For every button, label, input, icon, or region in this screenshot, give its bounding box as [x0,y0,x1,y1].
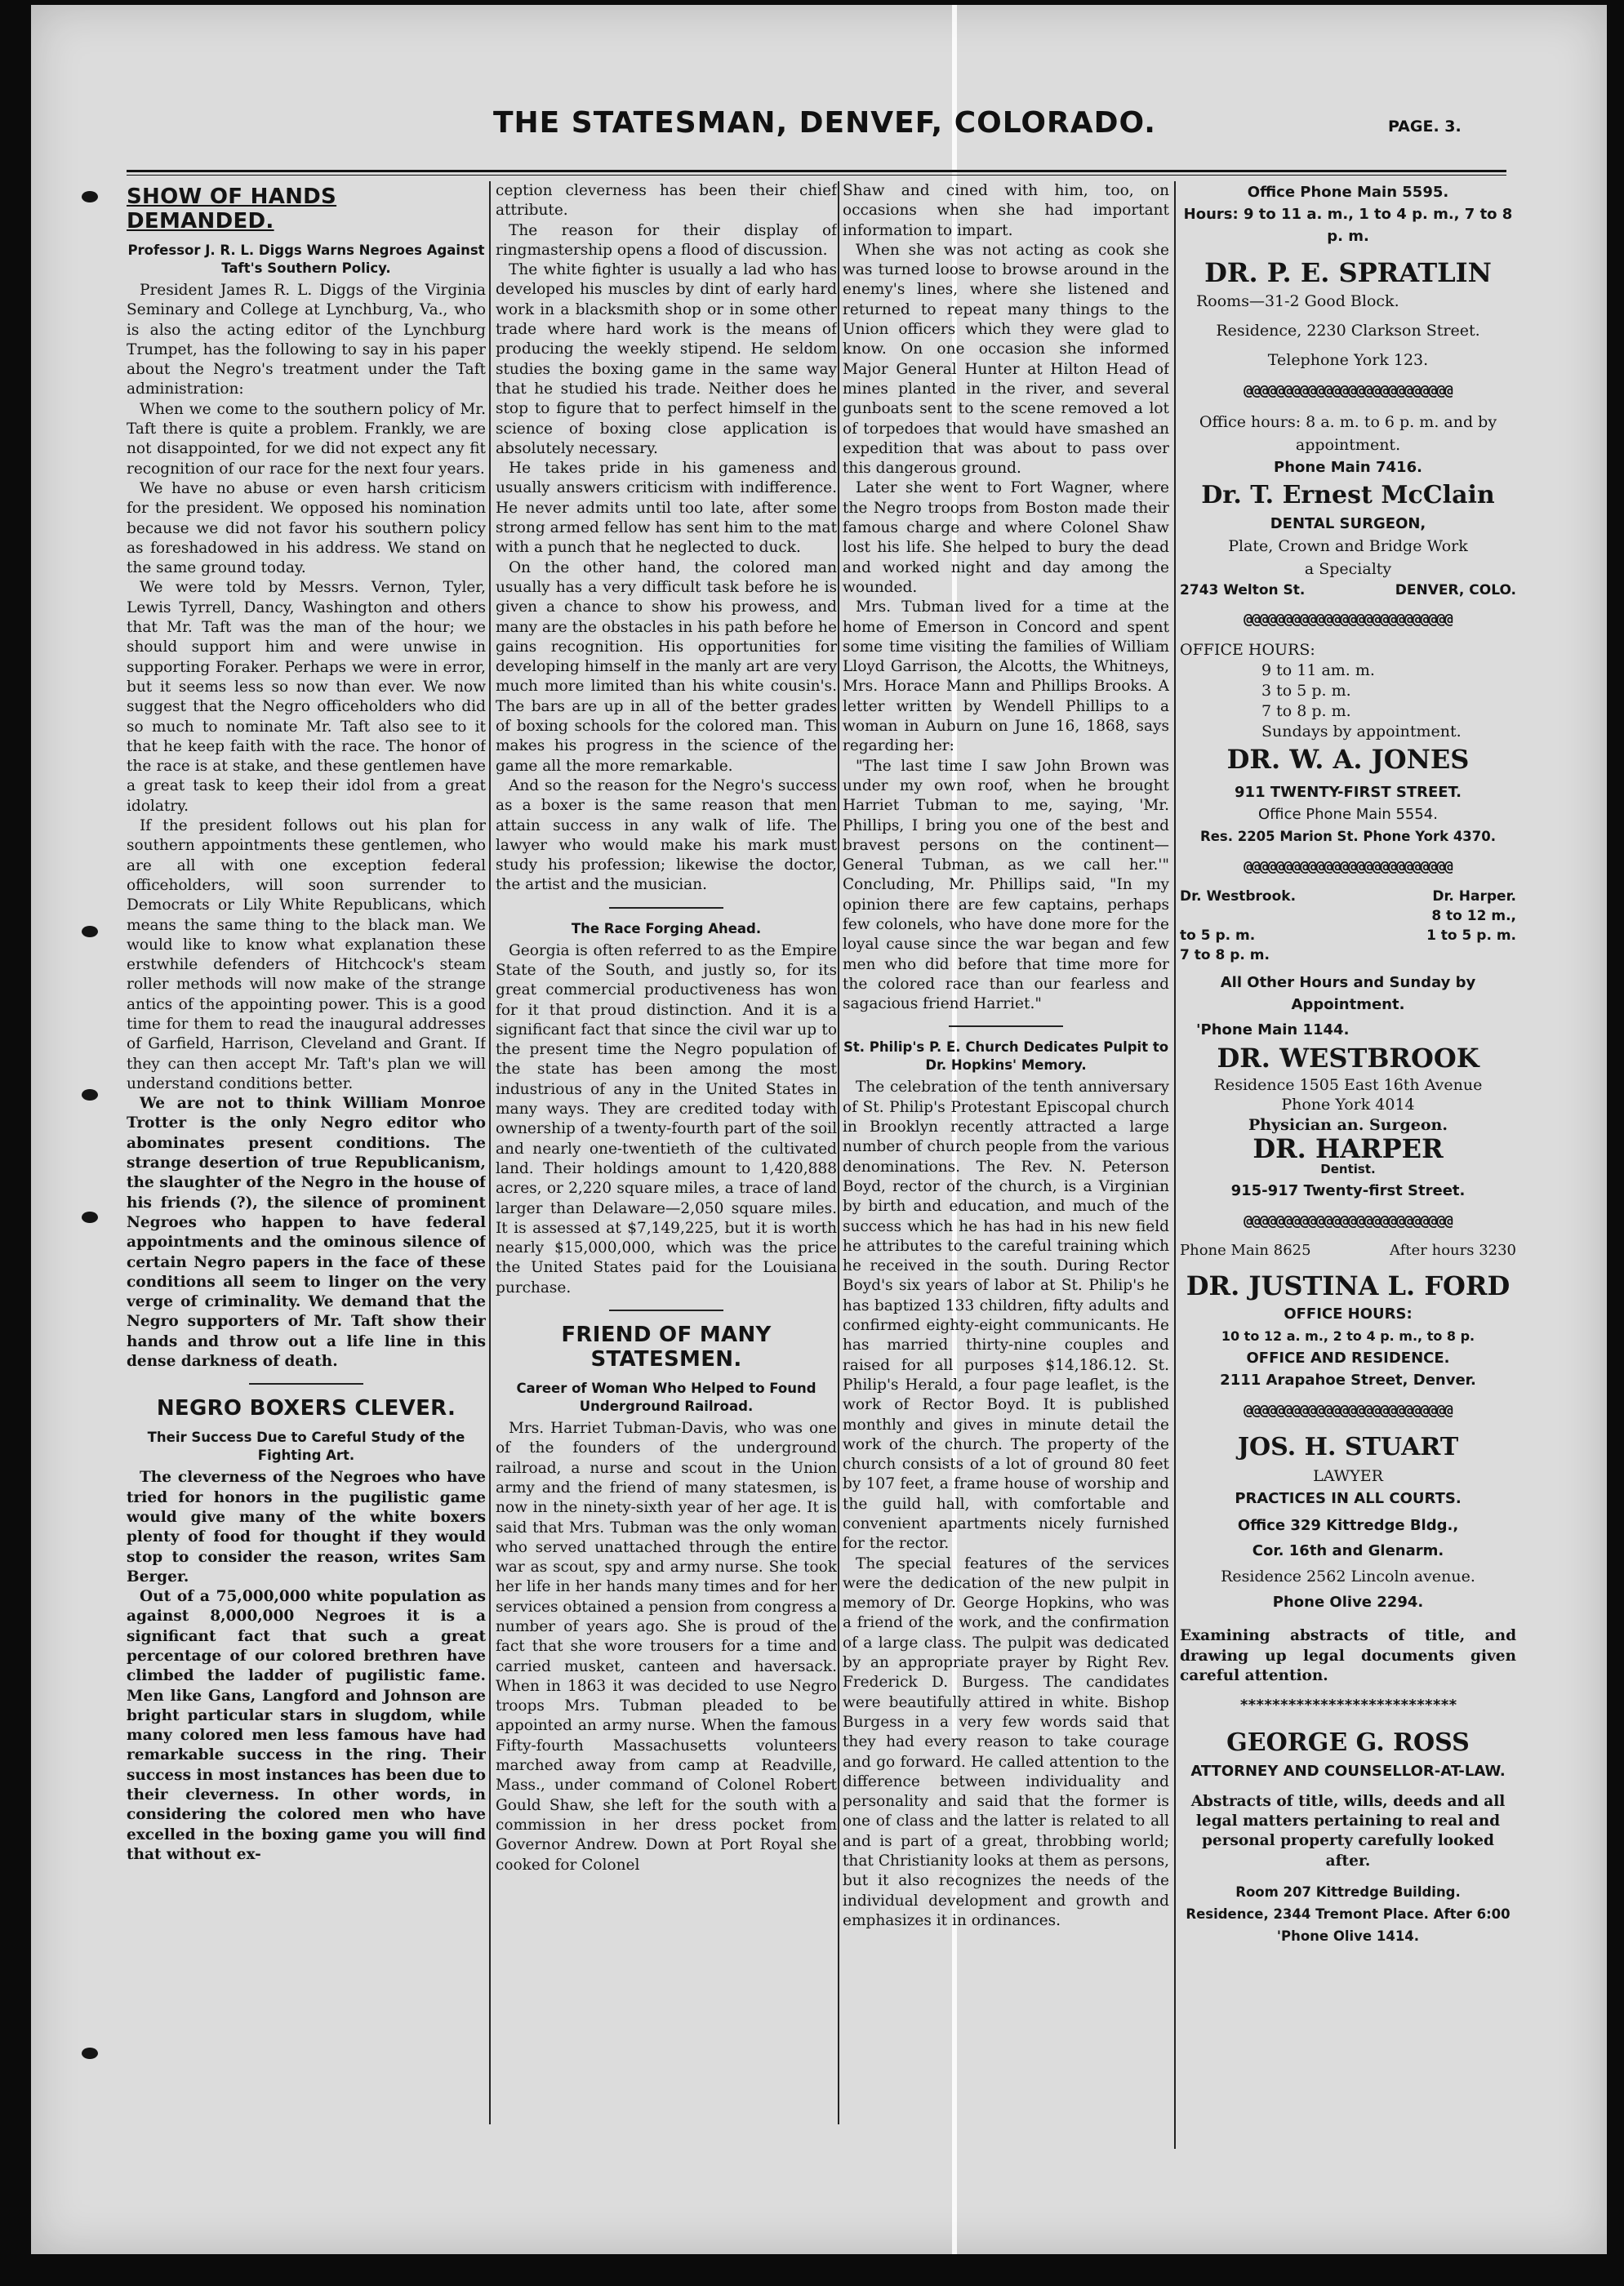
jones-hours-line: 3 to 5 p. m. [1261,681,1351,700]
ford-hours-label: OFFICE HOURS: [1284,1305,1413,1323]
column-3 [843,181,1169,2124]
article-separator [609,1310,723,1311]
paragraph: ception cleverness has been their chief attribute. [496,182,837,220]
paragraph: The celebration of the tenth anniversary of St. Philip's Protestant Episcopal church in Brooklyn recently attracted a large number of church people from the various denominations. The Rev. N. Peterson Boyd, rector of the church, is a Virginian by birth and education, and much of the success which he has had in his new field he attributes to the careful training which he received in the south. During Rector Boyd's six years of labor at St. Philip's he has baptized 133 children, fifty adults and confirmed eighty-eight communicants. He has married thirty-nine couples and raised for all purposes $14,186.12. St. Philip's Herald, a four page leaflet, is the work of Rector Boyd. It is published monthly and gives in minute detail the work of the church. The property of the church consists of a lot of ground 80 feet by 107 feet, a frame house of worship and the guild hall, with comfortable and convenient apartments nicely furnished for the rector. [843,1079,1169,1553]
paragraph: We have no abuse or even harsh criticism for the president. We opposed his nomination because we did not favor his southern policy as foreshadowed in his address. We stand on the same ground today. [127,479,486,577]
paragraph: We were told by Messrs. Vernon, Tyler, Lewis Tyrrell, Dancy, Washington and others that Mr. Taft was the man of the hour; we should support him and were unwise in supporting Foraker. Perhaps we were in error, but it seems less so now than ever. We now suggest that the Negro officeholders who did so much to nominate Mr. Taft also see to it that he keep faith with the race. The honor of the race is at stake, and these gentlemen have a great task to keep their idol from a great idolatry. [127,579,486,815]
jones-res: Res. 2205 Marion St. Phone York 4370. [1199,828,1497,844]
page-number: PAGE. 3. [1388,118,1462,136]
article-separator [249,1383,363,1385]
paragraph: Later she went to Fort Wagner, where the Negro troops from Boston made their famous charge and where Colonel Shaw lost his life. She helped to bury the dead and worked night and day among the wounded. [843,479,1169,596]
stuart-office: Office 329 Kittredge Bldg., [1237,1517,1459,1535]
westbrook-name: DR. WESTBROOK [1217,1042,1479,1074]
ornamental-border: @@@@@@@@@@@@@@@@@@@@@@@@@@ [1244,857,1453,875]
jones-hours-line: 7 to 8 p. m. [1261,701,1351,720]
paragraph: The cleverness of the Negroes who have tried for honors in the pugilistic game would give many of the white boxers plenty of food for thought if they would stop to consider the reason, writes Sam Berger. [127,1469,486,1586]
jones-name: DR. W. A. JONES [1226,743,1470,775]
paragraph: Mrs. Harriet Tubman-Davis, who was one of the founders of the underground railroad, a nurse and scout in the Union army and the friend of many statesmen, is now in the ninety-sixth year of her age. It is said that Mrs. Tubman was the only woman who served unattached through the entire war as scout, spy and army nurse. She took her life in her hands many times and for her services obtained a pension from congress a number of years ago. She is proud of the fact that she wore trousers for a time and carried musket, canteen and haversack. When in 1863 it was decided to use Negro troops Mrs. Tubman pleaded to be appointed an army nurse. When the famous Fifty-fourth Massachusetts volunteers marched away from camp at Readville, Mass., under command of Colonel Robert Gould Shaw, she left for the south with a commission in her dress pocket from Governor Andrew. Down at Port Royal she cooked for Colonel [496,1420,837,1874]
subhead-st-philips: St. Philip's P. E. Church Dedicates Pulpit to Dr. Hopkins' Memory. [843,1039,1169,1074]
westbrook-phone: 'Phone Main 1144. [1196,1021,1350,1038]
article-separator [949,1025,1063,1027]
paragraph: When she was not acting as cook she was turned loose to browse around in the enemy's lines, where she listened and returned to repeat many things to the Union officers which they were glad to know. On one occasion she informed Major General Hunter at Hilton Head of mines planted in the river, and several gunboats sent to the scene removed a lot of torpedoes that would have smashed an expedition that was about to pass over this dangerous ground. [843,241,1169,478]
ross-residence: Residence, 2344 Tremont Place. After 6:00 'Phone Olive 1414. [1186,1906,1511,1944]
mcclain-name: Dr. T. Ernest McClain [1201,481,1495,510]
stuart-lawyer: LAWYER [1313,1467,1383,1486]
ross-name: GEORGE G. ROSS [1226,1728,1470,1757]
stuart-practice: PRACTICES IN ALL COURTS. [1235,1490,1462,1508]
column-rule [838,181,839,2124]
jones-hours-line: 9 to 11 am. m. [1261,660,1375,679]
subhead-tubman: Career of Woman Who Helped to Found Underground Railroad. [516,1381,816,1415]
mcclain-line2: Plate, Crown and Bridge Work [1228,537,1468,556]
ross-body: Abstracts of title, wills, deeds and all legal matters pertaining to real and personal property carefully looked after. [1190,1792,1506,1870]
paragraph: When we come to the southern policy of Mr. Taft there is quite a problem. Frankly, we are not disappointed, for we did not expect any fit recognition of our race for the next four years. [127,400,486,478]
paragraph: On the other hand, the colored man usually has a very difficult task before he is given a chance to show his prowess, and many are the obstacles in his path before he gains recognition. His opportunities for developing himself in the manly art are very much more limited than his white cousin's. The bars are up in all of the better grades of boxing schools for the colored man. This makes his progress in the science of the game all the more remarkable. [496,558,837,775]
paragraph: Georgia is often referred to as the Empire State of the South, and justly so, for its great commercial productiveness has won for it that proud distinction. And it is a significant fact that since the civil war up to the present time the Negro population of the state has been among the most industrious of any in the United States in many ways. They are credited today with ownership of a twenty-fourth part of the soil and nearly one-twentieth of the cultivated land. Their holdings amount to 1,420,888 acres, or 2,220 square miles, a trace of land larger than Delaware—2,050 square miles. It is assessed at $7,149,225, but it is worth nearly $15,000,000, which was the price the United States paid for the Louisiana purchase. [496,941,837,1296]
spratlin-telephone: Telephone York 123. [1267,351,1429,369]
spratlin-name: DR. P. E. SPRATLIN [1204,257,1492,288]
binding-hole [82,1089,98,1101]
headline-friend-of-statesmen: FRIEND OF MANY STATESMEN. [561,1323,772,1372]
paragraph: We are not to think William Monroe Trotter is the only Negro editor who abominates present conditions. The strange desertion of true Republicanism, the slaughter of the Negro in the house of his friends (?), the silence of prominent Negroes who happen to have federal appointments and the ominous silence of certain Negro papers in the face of these conditions all seem to linger on the very verge of criminality. We demand that the Negro supporters of Mr. Taft show their hands and throw out a life line in this dense darkness of death. [127,1095,486,1371]
subhead-boxers: Their Success Due to Careful Study of the Fighting Art. [147,1430,465,1464]
column-4-ads [1180,181,1516,2124]
westbrook-phone-york: Phone York 4014 [1281,1095,1415,1114]
paragraph: Mrs. Tubman lived for a time at the home of Emerson in Concord and spent some time visiting the families of William Lloyd Garrison, the Alcotts, the Whitneys, Mrs. Horace Mann and Phillips Brooks. A letter written by Wendell Phillips to a woman in Auburn on June 16, 1868, says regarding her: [843,598,1169,755]
binding-hole [82,2048,98,2059]
masthead-rule-thin [127,175,1506,176]
paragraph: He takes pride in his gameness and usually answers criticism with indifference. He never admits until too late, after some strong armed fellow has sent him to the mat with a punch that he neglected to duck. [496,460,837,557]
jones-phone: Office Phone Main 5554. [1258,805,1438,823]
spratlin-rooms: Rooms—31-2 Good Block. [1196,292,1399,310]
paragraph: "The last time I saw John Brown was under my own roof, when he brought Harriet Tubman to me, saying, 'Mr. Phillips, I bring you one of the best and bravest persons on the continent—General Tubman, as we call her.'" Concluding, Mr. Phillips said, "In my opinion there are few captains, perhaps few colonels, who have done more for the loyal cause since the war began and few men who did before that time more for the colored race than our fearless and sagacious friend Harriet." [843,757,1169,1013]
article-separator [609,907,723,909]
ornamental-border: @@@@@@@@@@@@@@@@@@@@@@@@@@ [1244,1402,1453,1420]
paragraph: And so the reason for the Negro's success as a boxer is the same reason that men attain success in any walk of life. The lawyer who would make his mark must study his profession; likewise the doctor, the artist and the musician. [496,776,837,894]
paragraph: The special features of the services were the dedication of the new pulpit in memory of Dr. George Hopkins, who was a friend of the work, and the confirmation of a large class. The pulpit was dedicated by an appropriate prayer by Right Rev. Frederick D. Burgess. The candidates were beautifully attired in white. Bishop Burgess in a very few words said that they had every reason to take courage and go forward. He called attention to the difference between individuality and personality and said that the former is one of class and the latter is related to all and is part of a great, throbbing world; that Christianity looks at them as persons, but it also recognizes the needs of the individual development and growth and emphasizes it in ordinances. [843,1554,1169,1929]
masthead: THE STATESMAN, DENVEF, COLORADO. [493,106,1156,140]
ross-title: ATTORNEY AND COUNSELLOR-AT-LAW. [1190,1762,1506,1780]
westbrook-harper-hours [1180,887,1516,965]
binding-hole [82,191,98,202]
headline-negro-boxers: NEGRO BOXERS CLEVER. [156,1396,456,1421]
ford-name: DR. JUSTINA L. FORD [1186,1270,1511,1302]
paragraph: The reason for their display of ringmastership opens a flood of discussion. [496,221,837,259]
binding-hole [82,926,98,937]
paragraph: Out of a 75,000,000 white population as against 8,000,000 Negroes it is a significant fact that such a great percentage of our colored brethren have climbed the ladder of pugilistic fame. Men like Gans, Langford and Johnson are bright particular stars in slugdom, while many colored men less famous have had remarkable success in the ring. Their success in most instances has been due to their cleverness. In other words, in considering the colored men who have excelled in the boxing game you will find that without ex- [127,1588,486,1863]
ornamental-border-stars: *************************** [1239,1697,1457,1714]
subhead-diggs: Professor J. R. L. Diggs Warns Negroes Against Taft's Southern Policy. [127,242,485,276]
spratlin-hours: Hours: 9 to 11 a. m., 1 to 4 p. m., 7 to 8 p. m. [1183,206,1513,245]
mcclain-address-row [1180,580,1516,600]
column-1 [127,181,486,2124]
jones-hours [1180,640,1516,742]
westbrook-title: Physician an. Surgeon. [1248,1115,1448,1134]
jones-hours-line: Sundays by appointment. [1261,722,1462,741]
headline-show-of-hands: SHOW OF HANDS DEMANDED. [127,185,337,233]
harper-name: DR. HARPER [1252,1132,1444,1164]
ford-phones [1180,1241,1516,1261]
column-rule [1174,181,1176,2149]
stuart-abstracts: Examining abstracts of title, and drawing up legal documents given careful attention. [1180,1627,1516,1685]
other-hours: All Other Hours and Sunday by Appointment. [1220,973,1476,1013]
column-2 [496,181,837,2124]
binding-hole [82,1212,98,1223]
paragraph: If the president follows out his plan for southern appointments these gentlemen, who are all with one exception federal officeholders, will soon surrender to Democrats or Lily White Republicans, which means the same thing to the black man. We would like to know what explanation these erstwhile defenders of Hitchcock's steam roller methods will now make of the strange antics of the appointing power. This is a good time for them to read the inaugural addresses of Garfield, Harrison, Cleveland and Grant. If they can then accept Mr. Taft's plan we will understand conditions better. [127,817,486,1092]
mcclain-phone: Phone Main 7416. [1274,459,1422,477]
paragraph: Shaw and cined with him, too, on occasions when she had important information to impart. [843,182,1169,239]
mcclain-address: 2743 Welton St. [1180,582,1306,599]
spratlin-residence: Residence, 2230 Clarkson Street. [1216,322,1480,340]
harper-title: Dentist. [1320,1161,1376,1176]
paragraph: President James R. L. Diggs of the Virginia Seminary and College at Lynchburg, Va., who is also the acting editor of the Lynchburg Trumpet, has the following to say in his paper about the Negro's treatment under the Taft administration: [127,282,486,398]
jones-hours-label: OFFICE HOURS: [1180,640,1315,659]
harper-street: 915-917 Twenty-first Street. [1230,1181,1466,1199]
ford-hours: 10 to 12 a. m., 2 to 4 p. m., to 8 p. [1221,1328,1475,1345]
jones-street: 911 TWENTY-FIRST STREET. [1235,783,1462,801]
spratlin-phone: Office Phone Main 5595. [1247,184,1449,201]
stuart-corner: Cor. 16th and Glenarm. [1252,1542,1444,1560]
harper-hours: Dr. Harper. 8 to 12 m., 1 to 5 p. m. [1426,887,1516,944]
ford-address: 2111 Arapahoe Street, Denver. [1220,1372,1476,1390]
ford-phone-main: Phone Main 8625 [1180,1242,1311,1260]
ford-phone-after: After hours 3230 [1390,1242,1516,1260]
ornamental-border: @@@@@@@@@@@@@@@@@@@@@@@@@@ [1244,1212,1453,1230]
mcclain-hours: Office hours: 8 a. m. to 6 p. m. and by appointment. [1199,413,1497,455]
ross-room: Room 207 Kittredge Building. [1235,1884,1461,1900]
mcclain-line3: a Specialty [1304,560,1392,579]
stuart-name: JOS. H. STUART [1237,1433,1459,1462]
stuart-residence: Residence 2562 Lincoln avenue. [1221,1568,1475,1586]
masthead-rule [127,170,1506,172]
subhead-race-forging: The Race Forging Ahead. [571,920,762,936]
westbrook-residence: Residence 1505 East 16th Avenue [1213,1075,1483,1094]
paragraph: The white fighter is usually a lad who has developed his muscles by dint of early hard work in a blacksmith shop or in some other trade where hard work is the means of producing the weekly stipend. He seldom studies the boxing game in the same way that he studied his trade. Neither does he stop to figure that to perfect himself in the science of boxing close application is absolutely necessary. [496,261,837,457]
stuart-phone: Phone Olive 2294. [1272,1594,1424,1612]
mcclain-title: DENTAL SURGEON, [1270,515,1426,533]
mcclain-city: DENVER, COLO. [1395,582,1516,599]
column-rule [489,181,491,2124]
westbrook-hours: Dr. Westbrook. to 5 p. m. 7 to 8 p. m. [1180,887,1297,963]
ornamental-border: @@@@@@@@@@@@@@@@@@@@@@@@@@ [1244,611,1453,629]
ford-office: OFFICE AND RESIDENCE. [1246,1350,1450,1368]
ornamental-border: @@@@@@@@@@@@@@@@@@@@@@@@@@ [1244,382,1453,399]
